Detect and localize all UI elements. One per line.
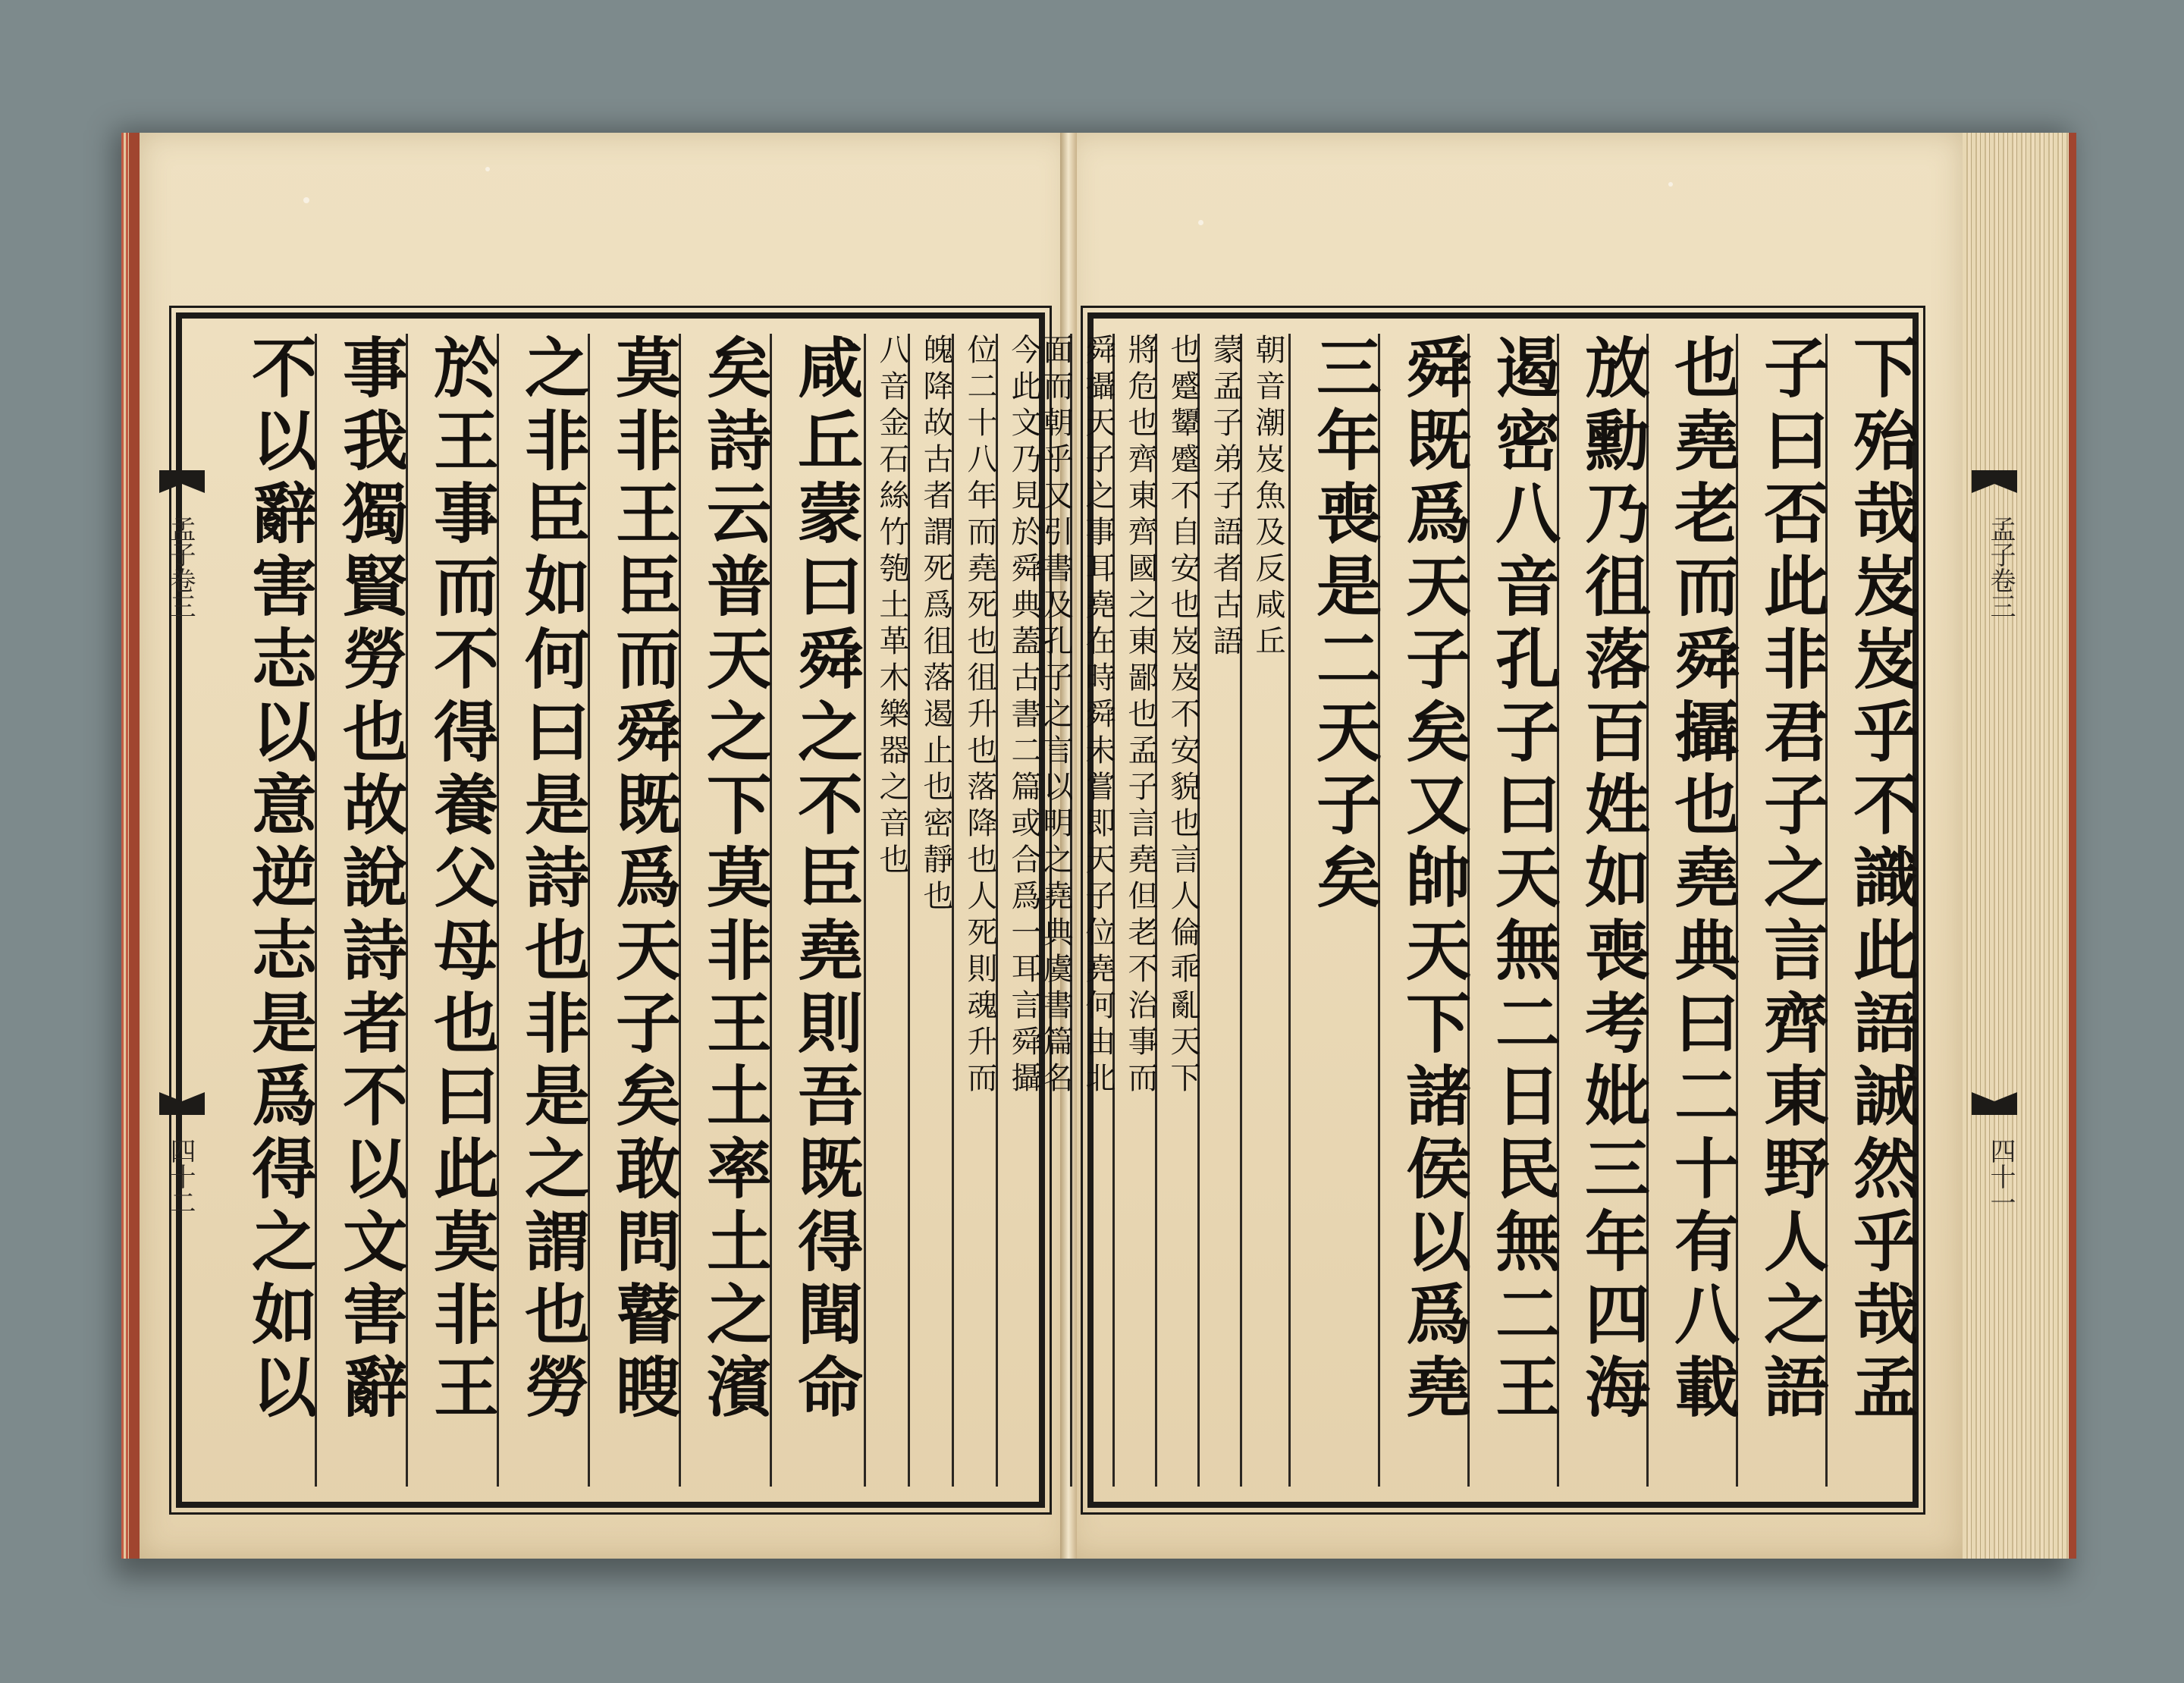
text-column: 三年喪是二天子矣 <box>1288 334 1376 1487</box>
text-column: 舜既爲天子矣又帥天下諸侯以爲堯 <box>1378 334 1465 1487</box>
annotation-column: 八音金石絲竹匏土革木樂器之音也 <box>864 334 907 1487</box>
text-column: 放勳乃徂落百姓如喪考妣三年四海 <box>1557 334 1644 1487</box>
text-column: 咸丘蒙曰舜之不臣堯則吾既得聞命 <box>770 334 857 1487</box>
text-column: 也堯老而舜攝也堯典曰二十有八載 <box>1646 334 1734 1487</box>
paper-speck <box>1198 220 1203 225</box>
right-fore-edge <box>1963 133 2076 1559</box>
paper-speck <box>303 197 309 203</box>
text-column: 不以辭害志以意逆志是爲得之如以 <box>240 334 317 1426</box>
text-column: 下殆哉岌岌乎不識此語誠然乎哉孟 <box>1825 334 1913 1487</box>
annotation-column: 也蹙顰蹙不自安也岌岌不安貌也言人倫乖亂天下 <box>1155 334 1198 1487</box>
right-print-frame <box>1081 312 1919 1508</box>
annotation-column: 今此文乃見於舜典蓋古書二篇或合爲一耳言舜攝 <box>996 334 1039 1487</box>
margin-title: 孟子卷三 <box>1985 516 2016 619</box>
page-number: 四十一 <box>1985 1138 2016 1215</box>
text-column: 矣詩云普天之下莫非王土率土之濱 <box>679 334 766 1487</box>
text-column: 之非臣如何曰是詩也非是之謂也勞 <box>497 334 584 1487</box>
text-column: 子曰否此非君子之言齊東野人之語 <box>1736 334 1823 1487</box>
annotation-column: 魄降故古者謂死爲徂落遏止也密靜也 <box>908 334 951 1487</box>
annotation-column: 將危也齊東齊國之東鄙也孟子言堯但老不治事而 <box>1112 334 1156 1487</box>
paper-speck <box>485 167 490 171</box>
annotation-column: 位二十八年而堯死也徂升也落降也人死則魂升而 <box>952 334 995 1487</box>
text-column: 莫非王臣而舜既爲天子矣敢問瞽瞍 <box>588 334 675 1487</box>
annotation-column: 舜攝天子之事耳堯在時舜未嘗即天子位堯何由北 <box>1070 334 1113 1487</box>
text-column: 事我獨賢勞也故說詩者不以文害辭 <box>315 334 402 1487</box>
text-column: 於王事而不得養父母也曰此莫非王 <box>406 334 493 1487</box>
annotation-column: 蒙孟子弟子語者古語 <box>1197 334 1241 1487</box>
page-number: 四十二 <box>165 1138 196 1215</box>
text-column: 遏密八音孔子曰天無二日民無二王 <box>1467 334 1555 1487</box>
paper-speck <box>1668 182 1673 187</box>
margin-title: 孟子卷三 <box>165 516 196 619</box>
left-print-frame <box>176 312 1045 1508</box>
annotation-column: 朝音潮岌魚及反咸丘 <box>1240 334 1283 1487</box>
